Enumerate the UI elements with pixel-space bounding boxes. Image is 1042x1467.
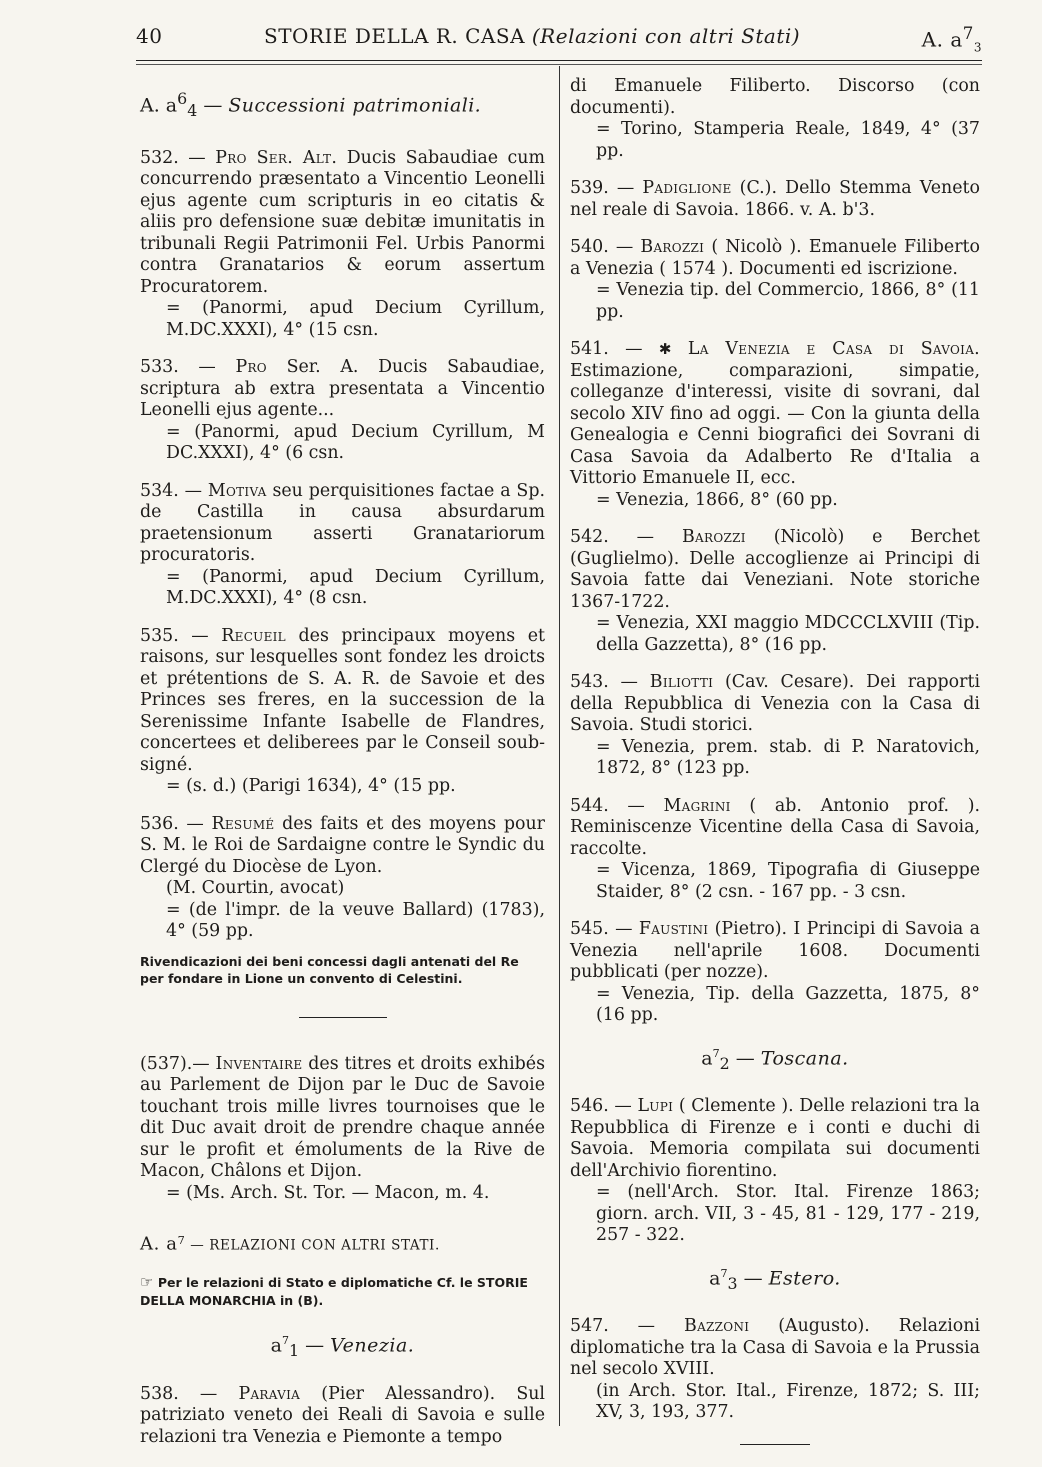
entry-546: 546. — Lupi ( Clemente ). Delle relazioni tra la Repubblica di Firenze e i conti e duchi di Savoia. Memoria compilata sui documenti dell'Archivio fiorentino. = (nell'Arch. Stor. Ital. Firenze 1863; giorn. arch. VII, 3 - 45, 81 - 129, 177 - 219, 257 - 322.: [570, 1096, 981, 1246]
subsection-estero: $a^7_3$ — Estero.: [709, 1266, 841, 1293]
entry-540: 540. — Barozzi ( Nicolò ). Emanuele Filiberto a Venezia ( 1574 ). Documenti ed iscrizione. = Venezia tip. del Commercio, 1866, 8° (11 pp.: [570, 237, 980, 322]
end-rule: [740, 1444, 810, 1445]
subsection-toscana: $a^7_2$ — Toscana.: [701, 1046, 849, 1073]
running-head: [136, 20, 982, 54]
entry-544: 544. — Magrini ( ab. Antonio prof. ). Reminiscenze Vicentine della Casa di Savoia, raccolte. = Vicenza, 1869, Tipografia di Giuseppe Staider, 8° (2 csn. - 167 pp. - 3 csn.: [570, 795, 981, 902]
star-icon: ✱: [658, 340, 672, 358]
entry-543: 543. — Biliotti (Cav. Cesare). Dei rapporti della Repubblica di Venezia con la Casa di Savoia. Studi storici. = Venezia, prem. stab. di P. Naratovich, 1872, 8° (123 pp.: [570, 672, 981, 778]
entry-538-continued: di Emanuele Filiberto. Discorso (con documenti). = Torino, Stamperia Reale, 1849, 4° (37 pp.: [570, 76, 980, 161]
section-mark: A. $a^7_3$: [921, 24, 982, 55]
entry-541: 541. — ✱ La Venezia e Casa di Savoia. Estimazione, comparazioni, simpatie, colleganze d'interessi, visite di sovrani, dal secolo XIV fino ad oggi. — Con la giunta della Genealogia e Cenni biografici dei Sovrani di Casa Savoia da Adalberto Re d'Italia a Vittorio Emanuele II, ecc. = Venezia, 1866, 8° (60 pp.: [570, 339, 980, 510]
subsection-venezia: $a^7_1$ — Venezia.: [270, 1334, 415, 1361]
entry-537: (537).— Inventaire des titres et droits exhibés au Parlement de Dijon par le Duc de Savoie touchant trois mille livres tournoises que le dit Duc avait droit de prendre chaque année sur le profit et émoluments de la Rive de Macon, Châlons et Dijon. = (Ms. Arch. St. Tor. — Macon, m. 4.: [140, 1053, 545, 1203]
entry-545: 545. — Faustini (Pietro). I Principi di Savoia a Venezia nell'aprile 1608. Documenti pubblicati (per nozze). = Venezia, Tip. della Gazzetta, 1875, 8° (16 pp.: [570, 919, 981, 1025]
running-title: STORIE DELLA R. CASA (Relazioni con altri Stati): [264, 24, 801, 48]
entry-533: 533. — Pro Ser. A. Ducis Sabaudiae, scriptura ab extra presentata a Vincentio Leonelli ejus agente... = (Panormi, apud Decium Cyrillum, M DC.XXXI), 4° (6 csn.: [140, 357, 545, 464]
entry-532: 532. — Pro Ser. Alt. Ducis Sabaudiae cum concurrendo præsentato a Vincentio Leonelli ejus agente cum scripturis in eo citatis & aliis pro defensione suæ debitæ imunitatis in tribunali Regii Patrimonii Fel. Urbis Panormi contra Granatarios & eorum assertum Procuratorem. = (Panormi, apud Decium Cyrillum, M.DC.XXXI), 4° (15 csn.: [140, 147, 545, 340]
section-rule: [299, 1017, 387, 1018]
entry-538: 538. — Paravia (Pier Alessandro). Sul patriziato veneto dei Reali di Savoia e sulle relazioni tra Venezia e Piemonte a tempo: [140, 1383, 545, 1447]
entry-534: 534. — Motiva seu perquisitiones factae a Sp. de Castilla in causa absurdarum praetensionum asserti Granatariorum procuratoris. = (Panormi, apud Decium Cyrillum, M.DC.XXXI), 4° (8 csn.: [140, 480, 546, 609]
pointing-hand-icon: ☞: [140, 1273, 154, 1292]
entry-539: 539. — Padiglione (C.). Dello Stemma Veneto nel reale di Savoia. 1866. v. A. b'3.: [570, 178, 980, 220]
entry-535: 535. — Recueil des principaux moyens et raisons, sur lesquelles sont fondez les droicts et prétentions de S. A. R. de Savoie et des Princes ses freres, en la succession de la Serenissime Infante Isabelle de Flandres, concertees et deliberees par le Conseil soub-signé. = (s. d.) (Parigi 1634), 4° (15 pp.: [140, 625, 546, 797]
entry-536: 536. — Resumé des faits et des moyens pour S. M. le Roi de Sardaigne contre le Syndic du Clergé du Diocèse de Lyon. (M. Courtin, avocat) = (de l'impr. de la veuve Ballard) (1783), 4° (59 pp.: [140, 813, 545, 942]
cross-reference-note: ☞ Per le relazioni di Stato e diplomatiche Cf. le STORIE DELLA MONARCHIA in (B).: [140, 1273, 528, 1309]
header-rule: [136, 60, 982, 61]
entry-542: 542. — Barozzi (Nicolò) e Berchet (Guglielmo). Delle accoglienze ai Principi di Savoia fatte dai Veneziani. Note storiche 1367-1722. = Venezia, XXI maggio MDCCCLXVIII (Tip. della Gazzetta), 8° (16 pp.: [570, 527, 980, 655]
right-column: [570, 76, 980, 1445]
header-rule-thin: [136, 64, 982, 65]
note-536: Rivendicazioni dei beni concessi dagli antenati del Re per fondare in Lione un convento di Celestini.: [140, 953, 519, 986]
entry-547: 547. — Bazzoni (Augusto). Relazioni diplomatiche tra la Casa di Savoia e la Prussia nel secolo XVIII. (in Arch. Stor. Ital., Firenze, 1872; S. III; XV, 3, 193, 377.: [570, 1316, 981, 1423]
page-number: 40: [136, 24, 163, 48]
subsection-heading: A. $a^6_4$ — Successioni patrimoniali.: [140, 89, 482, 121]
major-heading: A. $a^7$ — RELAZIONI CON ALTRI STATI.: [140, 1233, 440, 1255]
left-column: [140, 76, 545, 1464]
column-divider: [559, 66, 560, 1426]
